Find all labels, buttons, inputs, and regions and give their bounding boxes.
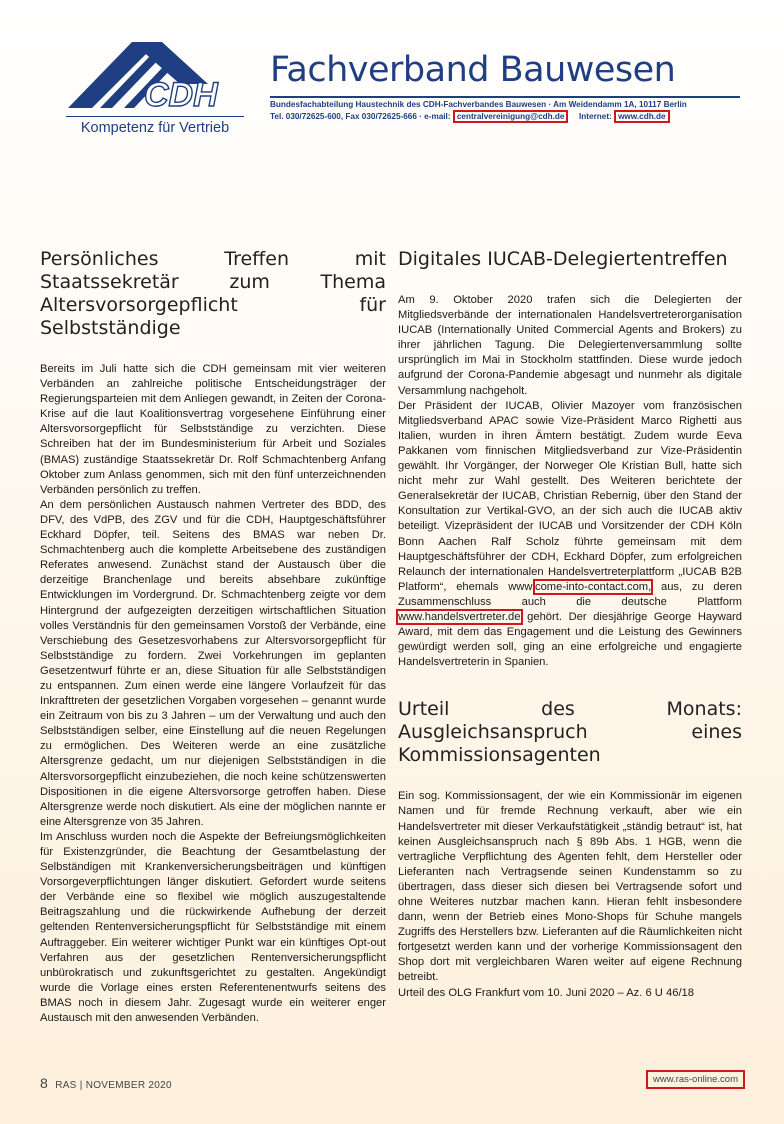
right-articles	[398, 248, 742, 1001]
handelsvertreter-link[interactable]: www.handelsvertreter.de	[398, 610, 521, 623]
brand-phone-fax: Tel. 030/72625-600, Fax 030/72625-666 · e-mail:	[270, 112, 451, 121]
brand-contact	[270, 112, 670, 121]
page-number: 8	[40, 1075, 49, 1091]
urteil-heading: Urteil des Monats: Ausgleichsanspruch eines Kommissionsagenten	[398, 698, 742, 767]
come-into-contact-link[interactable]: come-into-contact.com,	[534, 580, 652, 593]
left-article-heading: Persönliches Treffen mit Staatssekretär zum Thema Altersvorsorgepflicht für Selbstständige	[40, 248, 386, 339]
iucab-text: gehört. Der diesjährige George Hayward Award, mit dem das Engagement und die Leistung des Gewinners gewürdigt werden soll, ging an eine erfolgreiche und engagierte Handelsvertreterin in Spanien.	[398, 610, 742, 669]
left-paragraph: An dem persönlichen Austausch nahmen Vertreter des BDD, des DFV, des VdPB, des ZGV und für die CDH, Hauptgeschäftsführer Eckhard Döpfer, teil. Seitens des BMAS war neben Dr. Schmachtenberg auch die komplette Arbeitsebene des zuständigen Referates anwesend. Zunächst stand der Austausch über die derzeitige Branchenlage und bereits absehbare zukünftige Entwicklungen im Vordergrund. Dr. Schmachtenberg zeigte vor dem Hintergrund der aufgezeigten derzeitigen wirtschaftlichen Situation volles Verständnis für den gemeinsamen Vorstoß der Verbände, eine Verschiebung des Gesetzesvorhabens zur Altersvorsorgepflicht für Selbstständige zu fordern. Zwei Vorkehrungen im geplanten Gesetzentwurf führte er an, diese Situation für alle Selbstständigen zu entspannen. Zum einen werde eine längere Vorlaufzeit für das Inkrafttreten der gesetzlichen Vorgaben vorgesehen – genannt wurde ein Zeitraum von bis zu 3 Jahren – um der Verwaltung und auch den Selbstständigen selber, eine Einstellung auf die neuen Regelungen zu ermöglichen. Des Weiteren werde an eine zusätzliche Altersgrenze gedacht, um nur diejenigen Selbstständigen in die Altersvorsorgepflicht einzubeziehen, die noch keine schützenswerten Dispositionen in die eigene Altersvorsorge getroffen haben. Diese Altersgrenze werde noch diskutiert. Als eine der möglichen nannte er eine Altersgrenze von 35 Jahren.	[40, 498, 386, 828]
left-article	[40, 248, 386, 1026]
left-paragraph: Bereits im Juli hatte sich die CDH gemeinsam mit vier weiteren Verbänden an zahlreiche politische Entscheidungsträger der Regierungsparteien mit dem Anliegen gewandt, in Zeiten der Corona-Krise auf die laut Koalitionsvertrag vorgesehene Einführung einer Altersvorsorgepflicht für Selbstständige zu verzichten. Diese Schreiben hat der im Bundesministerium für Arbeit und Soziales (BMAS) zuständige Staatssekretär Dr. Rolf Schmachtenberg Anfang Oktober zum Anlass genommen, sich mit den fünf unterzeichnenden Verbänden persönlich zu treffen.	[40, 363, 386, 496]
iucab-paragraph: Am 9. Oktober 2020 trafen sich die Delegierten der Mitgliedsverbände der internationalen Handelsvertreterorganisation IUCAB (Internationally United Commercial Agents and Brokers) zu ihrer jährlichen Tagung. Die Delegiertenversammlung sollte ursprünglich im Mai in Stockholm stattfinden. Diese wurde jedoch aufgrund der Corona-Pandemie abgesagt und nunmehr als digitale Versammlung nachgeholt.	[398, 294, 742, 397]
brand-divider	[270, 96, 740, 98]
logo-tagline: Kompetenz für Vertrieb	[66, 116, 244, 136]
brand-title: Fachverband Bauwesen	[270, 50, 676, 90]
footer-page-info	[40, 1075, 172, 1091]
iucab-heading: Digitales IUCAB-Delegiertentreffen	[398, 248, 728, 270]
iucab-text: aus, zu deren Zusammenschluss auch die deutsche Plattform	[398, 580, 743, 608]
cdh-logo	[62, 38, 242, 138]
internet-label: Internet:	[579, 112, 612, 121]
iucab-text: Der Präsident der IUCAB, Olivier Mazoyer vom französischen Mitgliedsverband APAC sowie Vize-Präsident Marco Righetti aus Italien, wurden in ihren Ämtern bestätigt. Zudem wurde Eeva Pakkanen vom finnischen Mitgliedsverband zur Vize-Präsidentin gewählt. Ihr Vorgänger, der Norweger Ole Kristian Bull, hatte sich nicht mehr zur Wahl gestellt. Des Weiteren berichtete der Generalsekretär der IUCAB, Christian Rebernig, über den Stand der Konsultation zur Vertikal-GVO, an der sich auch die IUCAB aktiv beteiligt. Vizepräsident der IUCAB und Vorsitzender der CDH Köln Bonn Aachen Ralf Scholz führte gemeinsam mit dem Hauptgeschäftsführer der CDH, Eckhard Döpfer, zum erfolgreichen Relaunch der internationalen Handelsvertreterplattform „IUCAB B2B Platform“, ehemals www.	[398, 399, 742, 593]
magazine-issue: RAS | NOVEMBER 2020	[55, 1080, 172, 1091]
cdh-wordmark: CDH	[144, 76, 218, 114]
left-paragraph: Im Anschluss wurden noch die Aspekte der Befreiungsmöglichkeiten für Existenzgründer, die Beachtung der Gesamtbelastung der Selbständigen mit Krankenversicherungsbeiträgen und künftigen Vorsorgeverpflichtungen länger diskutiert. Gefordert wurde seitens der Verbände eine so flexibel wie möglich auszugestaltende Beitragszahlung und die rückwirkende Aufhebung der derzeit geltenden Rentenversicherungspflicht für Selbstständige mit einem Auftraggeber. Ein weiterer wichtiger Punkt war ein künftiges Opt-out Verfahren aus der gesetzlichen Rentenversicherungspflicht unbürokratisch und zukunftsgerichtet zu gestalten. Angekündigt wurde die Vorlage eines ersten Referentenentwurfs seitens des BMAS noch in diesem Jahr. Zugesagt wurde ein weiterer enger Austausch mit den anwesenden Verbänden.	[40, 830, 386, 1025]
brand-address: Bundesfachabteilung Haustechnik des CDH-Fachverbandes Bauwesen · Am Weidendamm 1A, 10117 Berlin	[270, 100, 687, 109]
website-link[interactable]: www.cdh.de	[614, 110, 669, 123]
email-link[interactable]: centralvereinigung@cdh.de	[453, 110, 569, 123]
ras-online-link[interactable]: www.ras-online.com	[646, 1070, 745, 1089]
urteil-citation: Urteil des OLG Frankfurt vom 10. Juni 2020 – Az. 6 U 46/18	[398, 986, 694, 999]
cdh-logo-mark	[62, 38, 242, 116]
urteil-paragraph: Ein sog. Kommissionsagent, der wie ein Kommissionär im eigenen Namen und für fremde Rechnung verkauft, aber wie ein Handelsvertreter mit dieser Verkaufstätigkeit „ständig betraut“ ist, hat keinen Ausgleichsanspruch nach § 89b Abs. 1 HGB, wenn die vertragliche Verpflichtung des Agenten fehlt, dem Hersteller oder Lieferanten nach Vertragsende seinen Kundenstamm so zu übertragen, dass dieser sich diesen bei Vertragsende sofort und ohne Weiteres nutzbar machen kann. Hieran fehlt insbesondere dann, wenn der Betrieb eines Mono-Shops für Schuhe mangels Zugriffs des Herstellers bzw. Lieferanten auf die Räumlichkeiten nicht fortgesetzt werden kann und der vorherige Kommissionsagent den Shop dort mit vergleichbaren Waren weiter auf eigene Rechnung betreibt.	[398, 790, 742, 984]
iucab-paragraph	[398, 399, 742, 671]
